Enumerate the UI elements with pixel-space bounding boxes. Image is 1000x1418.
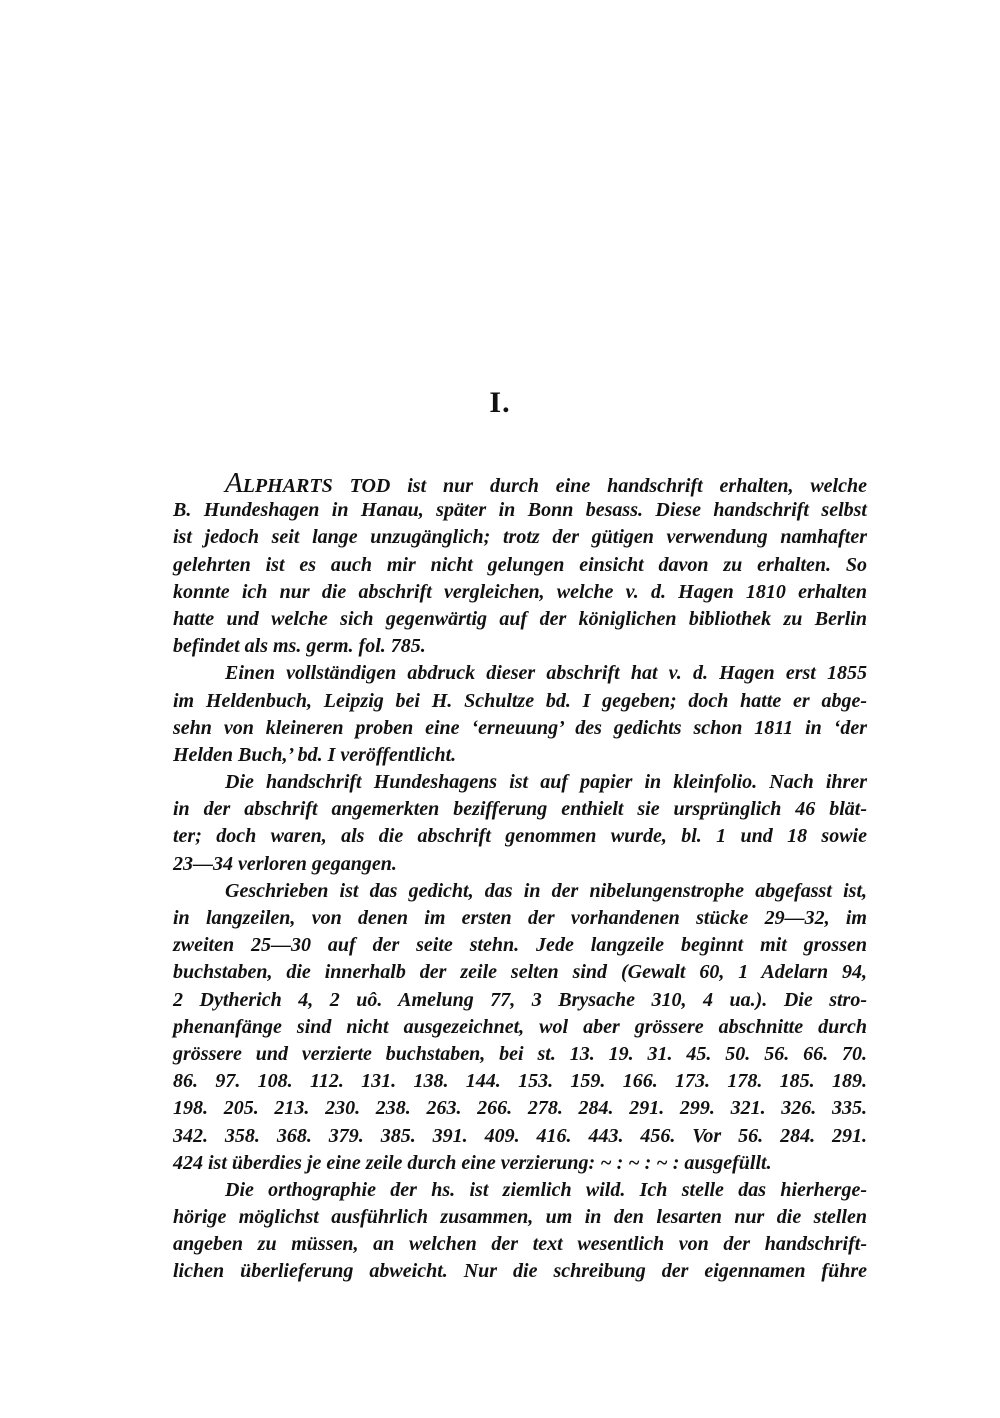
text-line: sehn von kleineren proben eine ‘erneuung’ des gedichts schon 1811 in ‘der	[173, 716, 867, 739]
body-text	[173, 467, 867, 1286]
text-line: 23—34 verloren gegangen.	[173, 852, 397, 875]
text-line: konnte ich nur die abschrift vergleichen, welche v. d. Hagen 1810 erhalten	[173, 580, 867, 603]
text-line: im Heldenbuch, Leipzig bei H. Schultze bd. I gegeben; doch hatte er abge-	[173, 689, 867, 712]
text-line: B. Hundeshagen in Hanau, später in Bonn besass. Diese handschrift selbst	[173, 499, 867, 522]
text-line: 342. 358. 368. 379. 385. 391. 409. 416. 443. 456. Vor 56. 284. 291.	[173, 1124, 867, 1147]
text-line: 198. 205. 213. 230. 238. 263. 266. 278. 284. 291. 299. 321. 326. 335.	[173, 1097, 867, 1120]
text-line: 424 ist überdies je eine zeile durch eine verzierung: ~ : ~ : ~ : ausgefüllt.	[173, 1151, 772, 1174]
text-line: befindet als ms. germ. fol. 785.	[173, 635, 426, 658]
text-line: hörige möglichst ausführlich zusammen, um in den lesarten nur die stellen	[173, 1206, 867, 1229]
text-line: Einen vollständigen abdruck dieser abschrift hat v. d. Hagen erst 1855	[225, 662, 867, 685]
text-line: phenanfänge sind nicht ausgezeichnet, wol aber grössere abschnitte durch	[173, 1015, 867, 1038]
drop-cap: A	[225, 467, 243, 499]
text-line: lichen überlieferung abweicht. Nur die schreibung der eigennamen führe	[173, 1260, 867, 1283]
text-line: 2 Dytherich 4, 2 uô. Amelung 77, 3 Brysache 310, 4 ua.). Die stro-	[173, 988, 867, 1011]
text-line	[173, 467, 867, 499]
text-line: grössere und verzierte buchstaben, bei st. 13. 19. 31. 45. 50. 56. 66. 70.	[173, 1042, 867, 1065]
text-line: ist jedoch seit lange unzugänglich; trotz der gütigen verwendung namhafter	[173, 526, 867, 549]
text-line: Geschrieben ist das gedicht, das in der nibelungenstrophe abgefasst ist,	[225, 879, 867, 902]
text-line-content: LPHARTS TOD ist nur durch eine handschrift erhalten, welche	[242, 475, 867, 497]
text-line: Die orthographie der hs. ist ziemlich wild. Ich stelle das hierherge-	[225, 1178, 867, 1201]
text-line: hatte und welche sich gegenwärtig auf der königlichen bibliothek zu Berlin	[173, 607, 867, 630]
text-line: in langzeilen, von denen im ersten der vorhandenen stücke 29—32, im	[173, 907, 867, 929]
text-line: zweiten 25—30 auf der seite stehn. Jede langzeile beginnt mit grossen	[173, 934, 867, 957]
text-line: ter; doch waren, als die abschrift genommen wurde, bl. 1 und 18 sowie	[173, 825, 867, 848]
text-line: gelehrten ist es auch mir nicht gelungen einsicht davon zu erhalten. So	[173, 553, 867, 576]
text-line: in der abschrift angemerkten bezifferung enthielt sie ursprünglich 46 blät-	[173, 798, 867, 821]
chapter-number: I.	[489, 386, 511, 419]
text-line: 86. 97. 108. 112. 131. 138. 144. 153. 159. 166. 173. 178. 185. 189.	[173, 1070, 867, 1093]
text-line: Die handschrift Hundeshagens ist auf papier in kleinfolio. Nach ihrer	[225, 771, 867, 794]
text-line: angeben zu müssen, an welchen der text wesentlich von der handschrift-	[173, 1233, 867, 1256]
text-line: Helden Buch,’ bd. I veröffentlicht.	[173, 743, 457, 766]
text-line: buchstaben, die innerhalb der zeile selten sind (Gewalt 60, 1 Adelarn 94,	[173, 961, 867, 984]
